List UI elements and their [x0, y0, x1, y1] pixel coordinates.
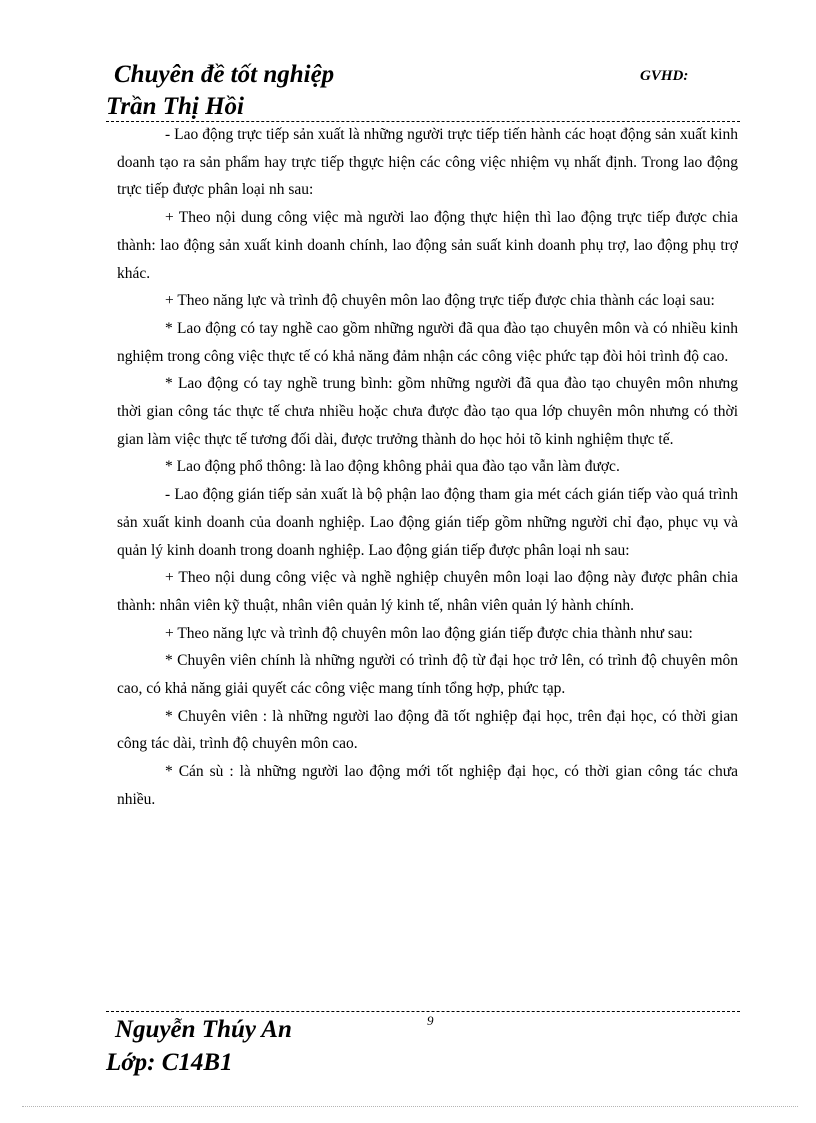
class-label: Lớp: C14B1 — [106, 1049, 233, 1076]
paragraph: - Lao động gián tiếp sản xuất là bộ phận lao động tham gia mét cách gián tiếp vào quá trình sản xuất kinh doanh của doanh nghiệp. Lao động gián tiếp gồm những người chỉ đạo, phục vụ và quản lý kinh doanh trong doanh nghiệp. Lao động gián tiếp được phân loại nh sau: — [117, 486, 738, 559]
page-boundary — [22, 1106, 798, 1107]
paragraph: * Lao động có tay nghề cao gồm những người đã qua đào tạo chuyên môn và có nhiều kinh nghiệm trong công việc thực tế có khả năng đảm nhận các công việc phức tạp đòi hỏi trình độ cao. — [117, 319, 738, 365]
document-title: Chuyên đề tốt nghiệp — [114, 61, 335, 88]
supervisor-label: GVHD: — [640, 68, 689, 84]
paragraph: + Theo nội dung công việc mà người lao động thực hiện thì lao động trực tiếp được chia thành: lao động sản xuất kinh doanh chính, lao động sản suất kinh doanh phụ trợ, lao động phụ trợ khác. — [117, 209, 738, 282]
footer-divider — [106, 1011, 740, 1012]
page-body — [117, 121, 738, 814]
supervisor-name: Trần Thị Hồi — [106, 93, 244, 120]
paragraph: * Cán sù : là những người lao động mới tốt nghiệp đại học, có thời gian công tác chưa nhiều. — [117, 763, 738, 808]
paragraph: + Theo năng lực và trình độ chuyên môn lao động trực tiếp được chia thành các loại sau: — [165, 292, 715, 310]
paragraph: * Chuyên viên chính là những người có trình độ từ đại học trở lên, có trình độ chuyên môn cao, có khả năng giải quyết các công việc mang tính tổng hợp, phức tạp. — [117, 652, 738, 698]
paragraph: * Lao động có tay nghề trung bình: gồm những người đã qua đào tạo chuyên môn nhưng thời gian công tác thực tế chưa nhiều hoặc chưa được đào tạo qua lớp chuyên môn nhưng có thời gian làm việc thực tế tương đối dài, được trưởng thành do học hỏi tõ kinh nghiệm thực tế. — [117, 375, 738, 448]
paragraph: * Lao động phổ thông: là lao động không phải qua đào tạo vẫn làm được. — [165, 458, 620, 476]
author-name: Nguyễn Thúy An — [115, 1016, 292, 1043]
paragraph: + Theo nội dung công việc và nghề nghiệp chuyên môn loại lao động này được phân chia thành: nhân viên kỹ thuật, nhân viên quản lý kinh tế, nhân viên quản lý hành chính. — [117, 569, 738, 614]
paragraph: * Chuyên viên : là những người lao động đã tốt nghiệp đại học, trên đại học, có thời gian công tác dài, trình độ chuyên môn cao. — [117, 707, 738, 753]
paragraph: + Theo năng lực và trình độ chuyên môn lao động gián tiếp được chia thành như sau: — [165, 624, 693, 642]
page-number: 9 — [427, 1013, 434, 1028]
paragraph: - Lao động trực tiếp sản xuất là những người trực tiếp tiến hành các hoạt động sản xuất kinh doanh tạo ra sản phẩm hay trực tiếp thgực hiện các công việc nhiệm vụ nhất định. Trong lao động trực tiếp được phân loại nh sau: — [117, 126, 738, 199]
